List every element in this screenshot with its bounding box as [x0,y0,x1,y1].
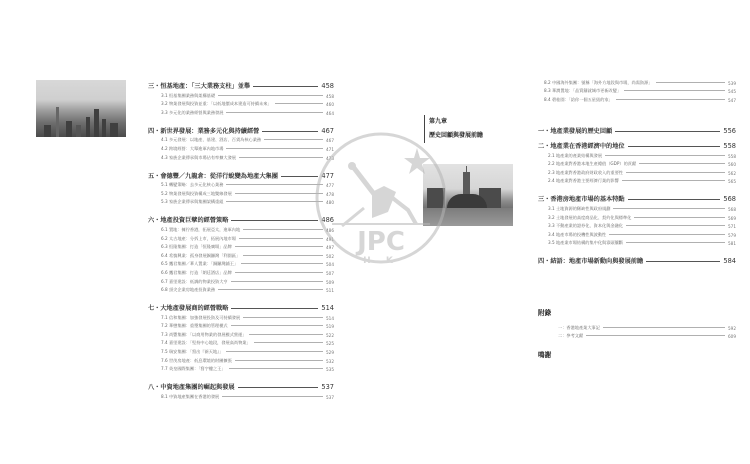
dot-leader [626,225,725,226]
svg-text:H K: H K [363,256,399,266]
toc-item[interactable]: 2.1 地產業的產業結構與發展 558 [548,152,736,159]
dot-leader [235,193,323,194]
dot-leader [235,272,323,273]
dot-leader [231,281,323,282]
chapter-title: 歷史回顧與發展前瞻 [429,132,484,139]
dot-leader [262,131,318,132]
toc-item[interactable]: 3.2 土地發展的高度商品化、契約化與標準化 569 [548,214,736,221]
dot-leader [634,217,725,218]
toc-section[interactable]: 七・大地產發展商的經營戰略 514 [148,304,334,313]
toc-item[interactable]: 3.5 地產業市場結構的集中化與寡頭壟斷 581 [548,240,736,247]
chapter-label: 第九章 [429,118,448,125]
dot-leader [226,112,323,113]
toc-section[interactable]: 三・香港房地產市場的基本特點 568 [538,195,736,204]
toc-item[interactable]: 6.2 太古地產：分拆上市，拓展內地市場 491 [161,235,334,242]
toc-section[interactable]: 一・地產業發展的歷史回顧 556 [538,127,736,135]
dot-leader [275,103,323,104]
toc-section[interactable]: 六・地產投資巨擘的經營策略 486 [148,216,334,225]
toc-item[interactable]: 6.4 希慎興業：孤身發展銅鑼灣「利園區」 502 [161,252,334,259]
toc-section[interactable]: 二・地產業在香港經濟中的地位 558 [538,142,736,150]
dot-leader [231,308,318,309]
dot-leader [613,208,725,209]
dot-leader [626,172,725,173]
dot-leader [605,155,725,156]
dot-leader [624,90,725,91]
toc-item[interactable]: 6.5 鷹君集團／華人置業：「銅鑼灣鋪王」 504 [161,261,334,268]
dot-leader [241,263,323,264]
dot-leader [238,387,319,388]
toc-item[interactable]: 7.2 華懋集團：重塑集團的管理模式 519 [161,323,334,330]
toc-item[interactable]: 6.6 鷹君集團：打造「朗廷酒店」品牌 507 [161,269,334,276]
dot-leader [609,234,725,235]
dot-leader [226,201,323,202]
toc-item[interactable]: 7.7 英皇國際集團：「寫字樓之王」 535 [161,366,334,373]
toc-right-page-chapter [538,124,736,265]
dot-leader [249,334,323,335]
dot-leader [656,82,726,83]
dot-leader [646,261,720,262]
dot-leader [218,95,323,96]
dot-leader [264,139,323,140]
dot-leader [231,325,323,326]
toc-item[interactable]: 3.1 土地資源的稀缺性與政府規劃 568 [548,205,736,212]
toc-item[interactable]: 3.4 地產市場的投機性與波動性 579 [548,231,736,238]
toc-item[interactable]: 2.2 地產業對香港本地生產總值（GDP）的貢獻 560 [548,161,736,168]
dot-leader [229,368,323,369]
dot-leader [628,199,721,200]
dot-leader [639,163,725,164]
toc-item[interactable]: 7.3 尚豐集團：「以商用物業的發展模式營運」 522 [161,331,334,338]
toc-right-page-top [538,77,736,103]
svg-text:JPC: JPC [357,227,405,257]
dot-leader [253,86,318,87]
appendix-list [538,322,736,339]
toc-item[interactable]: 一：香港地產業大事記 592 [558,324,736,331]
toc-item[interactable]: 4.3 家族企業傳承與市場佔有率擴大發展 473 [161,154,334,161]
toc-item[interactable]: 3.3 多元化的業務經營與業務發展 464 [161,109,334,116]
toc-item[interactable]: 5.3 家族企業傳承與集團架構重組 480 [161,199,334,206]
toc-item[interactable]: 2.3 地產業對香港政府財政收入的重要性 562 [548,169,736,176]
toc-item[interactable]: 8.2 中國海外集團：號稱「海外方地段與市場，尚需資源」 539 [544,79,736,86]
toc-item[interactable]: 4.1 多元發展：以地產、基建、酒店、百貨為核心業務 467 [161,137,334,144]
toc-item[interactable]: 5.2 物業發展與投資構成三地雙線發展 478 [161,190,334,197]
dot-leader [243,317,323,318]
toc-item[interactable]: 二：參考文獻 609 [558,333,736,340]
dot-leader [628,146,721,147]
toc-item[interactable]: 7.6 世茂房地產：低息環境的財團擴張 532 [161,357,334,364]
toc-section[interactable]: 八・中資地產集團的崛起與發展 537 [148,383,334,392]
dot-leader [226,351,323,352]
toc-item[interactable]: 8.4 碧桂園：「給你一個五星級的家」 547 [544,96,736,103]
chapter-header [424,115,483,143]
dot-leader [603,327,725,328]
toc-item[interactable]: 7.4 嘉里建設：「堅持中心地段，發展高尚物業」 525 [161,340,334,347]
toc-item[interactable]: 8.3 華潤置地：「品質鑄就城市更新改變」 545 [544,88,736,95]
dot-leader [239,157,323,158]
dot-leader [281,176,318,177]
toc-item[interactable]: 6.1 置地：擁佇香港，拓展亞太，進軍內地 486 [161,226,334,233]
dot-leader [226,148,323,149]
dot-leader [615,131,720,132]
dot-leader [622,180,725,181]
dot-leader [226,184,323,185]
toc-item[interactable]: 2.4 地產業對香港主要經濟行業的影響 565 [548,178,736,185]
dot-leader [231,220,318,221]
toc-item[interactable]: 6.3 恒隆集團：打造「恒隆廣場」品牌 497 [161,244,334,251]
dot-leader [239,238,323,239]
dot-leader [243,229,323,230]
toc-item[interactable]: 7.5 瑞安集團：「寫出『新天地』」 529 [161,349,334,356]
toc-item[interactable]: 3.3 不動產業的證券化、資本化與金融化 571 [548,223,736,230]
toc-item[interactable]: 8.1 中資地產集團在香港的發展 537 [161,393,334,400]
toc-section[interactable]: 四・新世界發展：業務多元化與持續經營 467 [148,126,334,135]
toc-section[interactable]: 四・結語：地產市場新動向與發展前瞻 584 [538,257,736,266]
toc-item[interactable]: 6.8 頂尖企業房地產投資業務 511 [161,287,334,294]
dot-leader [254,342,323,343]
dot-leader [243,255,323,256]
victoria-harbour-skyline-photo [423,164,513,226]
toc-item[interactable]: 7.1 信和集團：加強發展投資及可持續發展 514 [161,314,334,321]
toc-item[interactable]: 3.1 恒基集團業務與架構基礎 458 [161,92,334,99]
acknowledgement-title: 鳴謝 [538,351,552,359]
toc-item[interactable]: 4.2 跨境經營：大舉進軍內地市場 471 [161,145,334,152]
dot-leader [235,360,323,361]
dot-leader [626,242,725,243]
appendix-title: 附錄 [538,309,552,317]
toc-section[interactable]: 五・會德豐／九龍倉：從洋行蛻變為地產大集團 477 [148,171,334,180]
toc-item[interactable]: 5.1 轉變策略：去多元化核心業務 477 [161,182,334,189]
toc-item[interactable]: 6.7 嘉里建設：低調的物業投資大亨 509 [161,278,334,285]
dot-leader [616,99,725,100]
toc-item[interactable]: 3.2 物業發展與投資並重：「以低地價成本建造可持續未來」 460 [161,101,334,108]
dot-leader [222,396,323,397]
toc-left-page [148,79,334,400]
dot-leader [586,335,725,336]
dot-leader [218,289,323,290]
toc-section[interactable]: 三・恒基地產：「三大業務支柱」並舉 458 [148,82,334,90]
dot-leader [235,246,323,247]
hong-kong-skyline-photo [36,80,126,137]
